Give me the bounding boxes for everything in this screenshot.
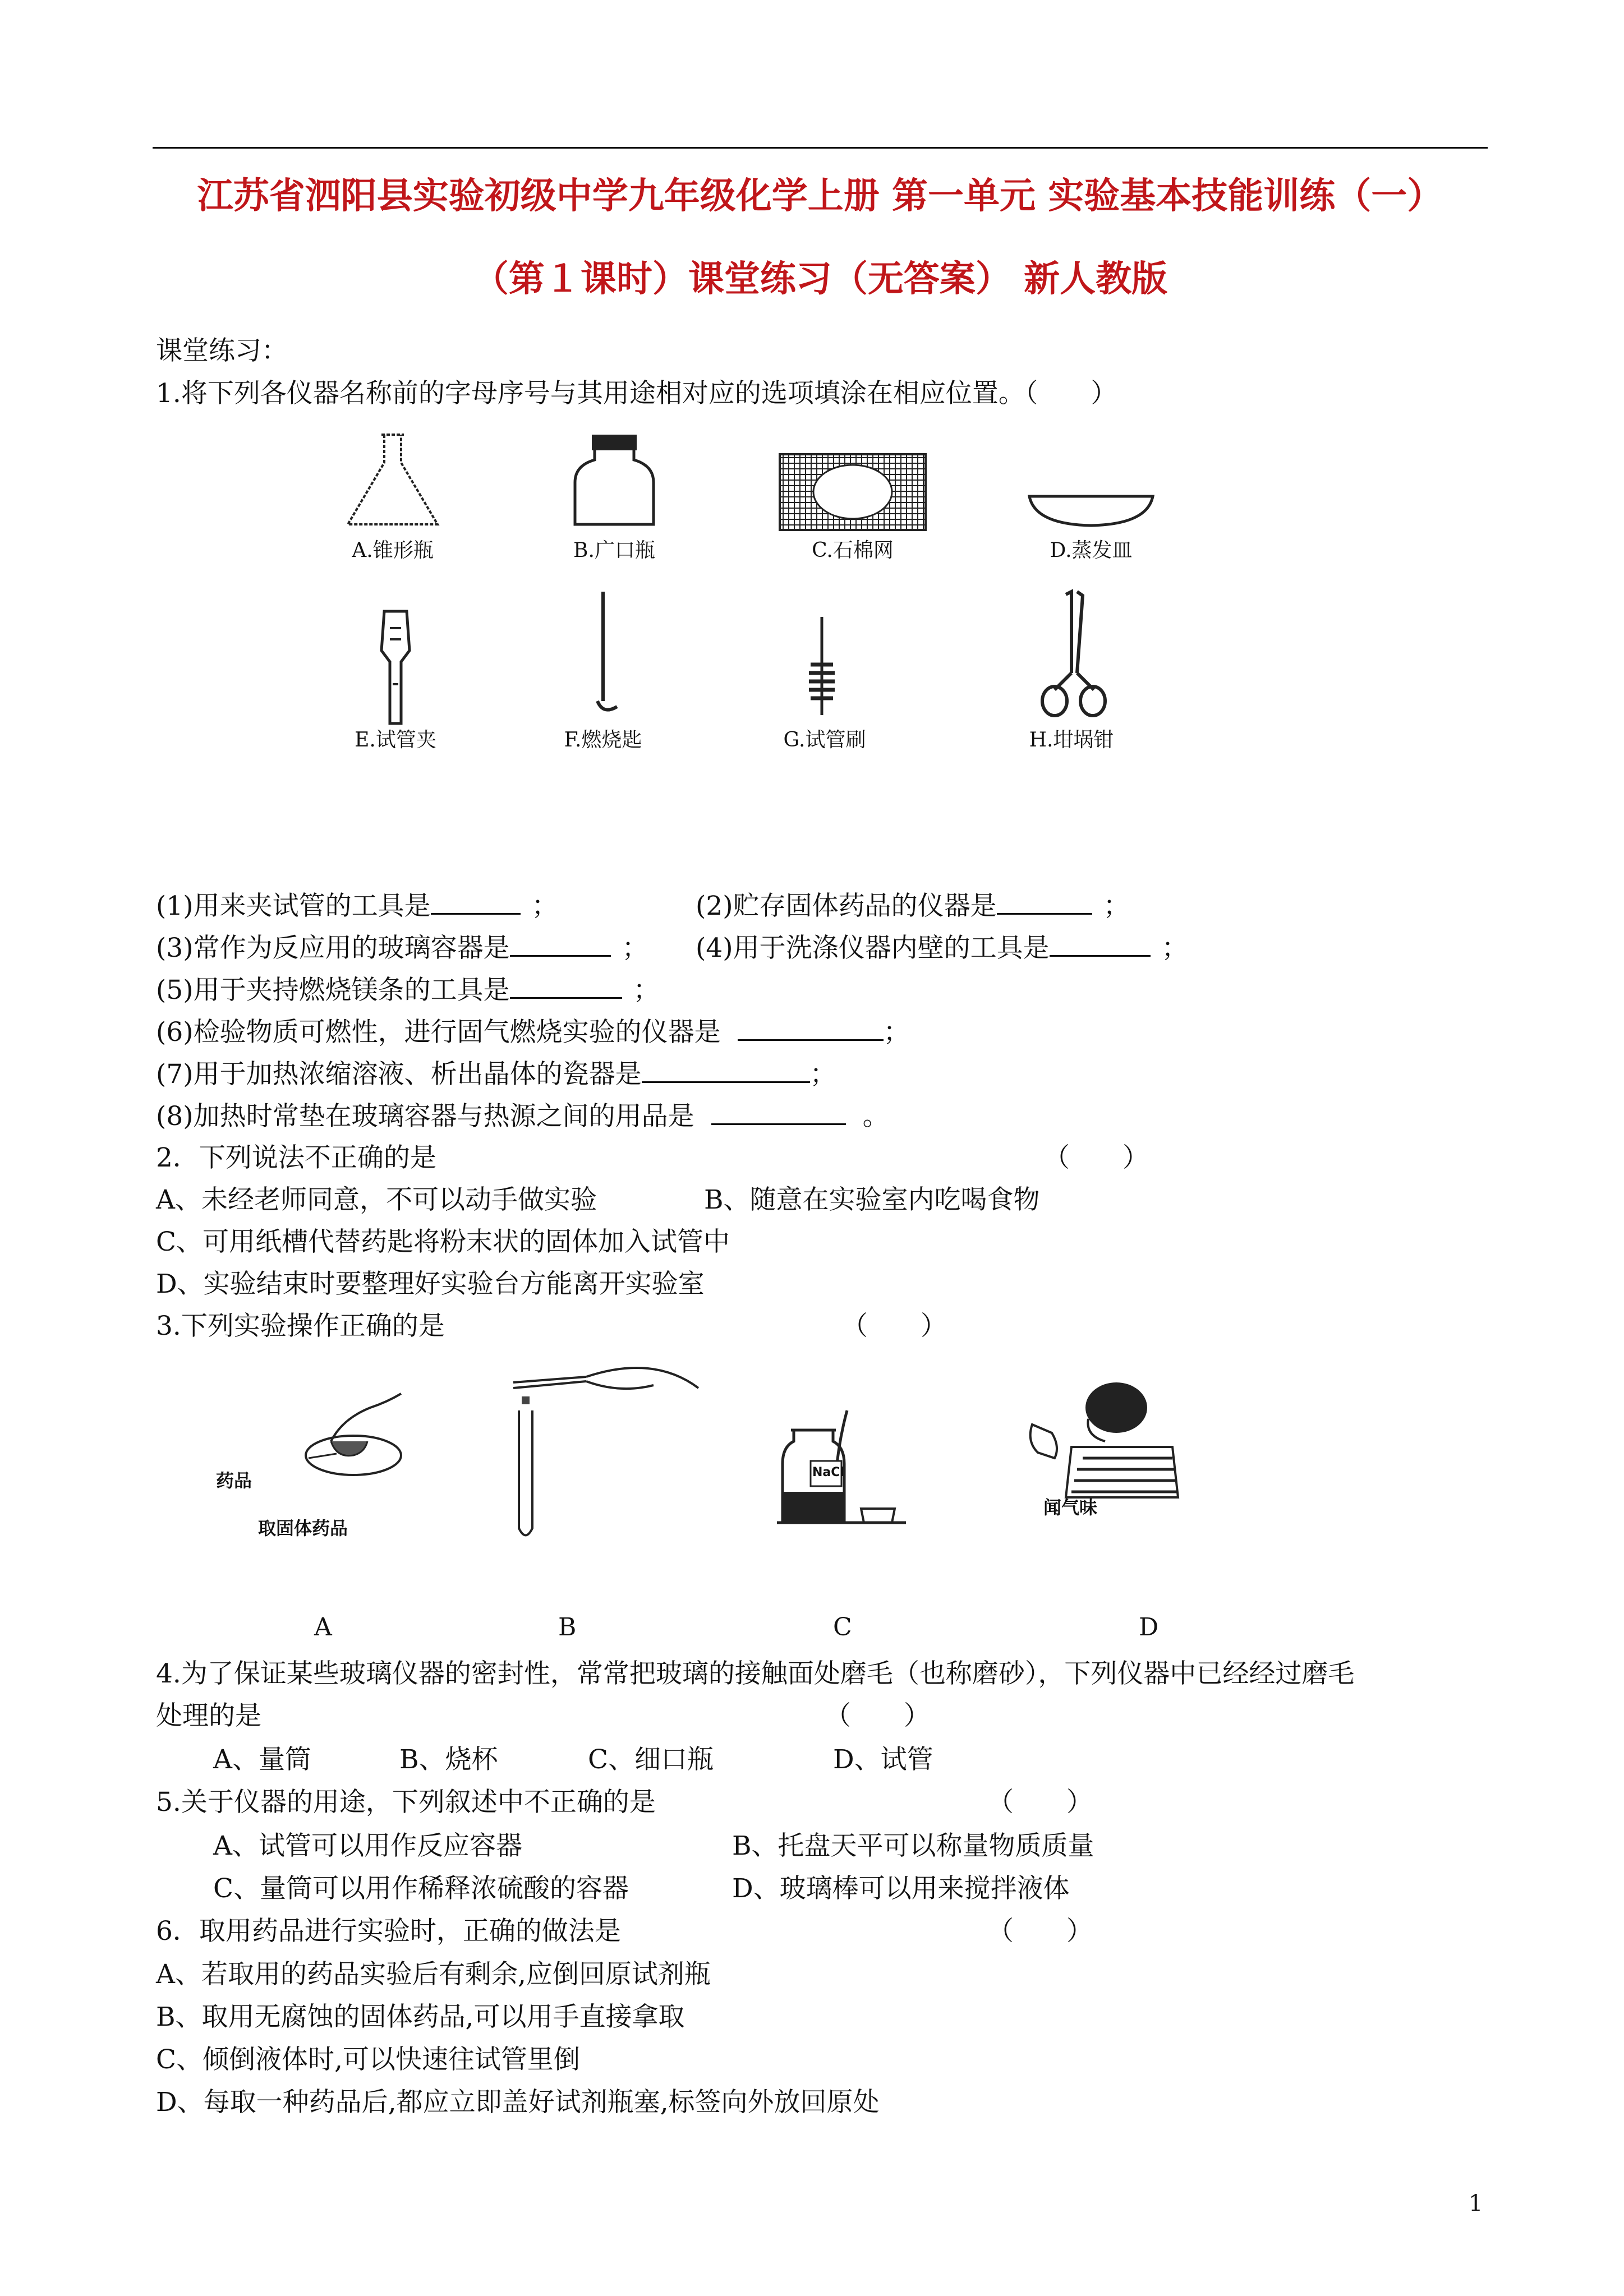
q6-answer-paren[interactable]: （ ） (987, 1916, 1093, 1947)
q4-option-c: C、细口瓶 (588, 1744, 714, 1775)
instrument-caption-d: D.蒸发皿 (1050, 539, 1133, 562)
q1-item-2: (2)贮存固体药品的仪器是 (696, 891, 997, 921)
q3-fig-d-caption: 闻气味 (1043, 1497, 1098, 1518)
q1-blank-3[interactable] (510, 929, 611, 957)
q4-option-b: B、烧杯 (399, 1744, 498, 1775)
q1-item-row-1: (1)用来夹试管的工具是 ； (156, 887, 558, 923)
q6-option-d: D、每取一种药品后,都应立即盖好试剂瓶塞,标签向外放回原处 (156, 2087, 880, 2118)
q1-blank-5[interactable] (510, 971, 622, 999)
conical-flask-icon (337, 432, 449, 533)
wide-mouth-bottle-icon (567, 432, 662, 533)
q2-answer-paren[interactable]: （ ） (1043, 1142, 1149, 1173)
q1-blank-1[interactable] (431, 887, 521, 915)
hand-taking-solid-icon (275, 1391, 404, 1481)
q1-item-3: (3)常作为反应用的玻璃容器是 (156, 933, 510, 963)
q6-option-a: A、若取用的药品实验后有剩余,应倒回原试剂瓶 (156, 1959, 711, 1990)
q1-blank-6[interactable] (738, 1013, 884, 1041)
q3-letter-d: D (1139, 1613, 1159, 1642)
q2-stem: 2．下列说法不正确的是 (156, 1142, 436, 1173)
combustion-spoon-icon (589, 589, 628, 718)
q1-item-6: (6)检验物质可燃性，进行固气燃烧实验的仪器是 (156, 1017, 721, 1048)
q1-item-7: (7)用于加热浓缩溶液、析出晶体的瓷器是 (156, 1059, 642, 1090)
q5-stem: 5.关于仪器的用途，下列叙述中不正确的是 (156, 1787, 656, 1818)
q1-item-1: (1)用来夹试管的工具是 (156, 891, 431, 921)
q1-item-row-4: (6)检验物质可燃性，进行固气燃烧实验的仪器是 ； (156, 1013, 910, 1049)
q3-stem: 3.下列实验操作正确的是 (156, 1311, 445, 1341)
page-title-line1: 江苏省泗阳县实验初级中学九年级化学上册 第一单元 实验基本技能训练（一） (197, 175, 1443, 217)
evaporating-dish-icon (1027, 491, 1156, 530)
q1-blank-4[interactable] (1050, 929, 1151, 957)
q3-letter-a: A (314, 1613, 332, 1642)
instrument-caption-e: E.试管夹 (355, 729, 436, 751)
q4-answer-paren[interactable]: （ ） (825, 1700, 930, 1731)
q1-item-row-5: (7)用于加热浓缩溶液、析出晶体的瓷器是 ； (156, 1055, 836, 1091)
q5-option-a: A、试管可以用作反应容器 (213, 1831, 522, 1861)
q5-option-d: D、玻璃棒可以用来搅拌液体 (732, 1873, 1070, 1904)
q3-fig-c-nacl-label: NaCl (812, 1465, 844, 1479)
q4-stem-line1: 4.为了保证某些玻璃仪器的密封性，常常把玻璃的接触面处磨毛（也称磨砂），下列仪器中已经经过磨毛 (156, 1658, 1355, 1689)
q3-answer-paren[interactable]: （ ） (841, 1311, 947, 1341)
header-rule (153, 147, 1488, 149)
q2-option-a: A、未经老师同意，不可以动手做实验 (156, 1184, 597, 1215)
q1-blank-8[interactable] (711, 1098, 846, 1125)
test-tube-holder-icon (370, 606, 421, 729)
q1-item-row-3: (5)用于夹持燃烧镁条的工具是 ； (156, 971, 660, 1007)
test-tube-brush-icon (802, 614, 841, 721)
q3-fig-a-label-drug: 药品 (216, 1470, 252, 1491)
instrument-caption-c: C.石棉网 (812, 539, 894, 562)
asbestos-gauze-icon (777, 451, 928, 533)
q2-option-d: D、实验结束时要整理好实验台方能离开实验室 (156, 1269, 705, 1299)
q1-item-4: (4)用于洗涤仪器内壁的工具是 (696, 933, 1050, 963)
q1-item-row-2b: (4)用于洗涤仪器内壁的工具是 ； (696, 929, 1188, 965)
instrument-caption-f: F.燃烧匙 (564, 729, 642, 751)
q1-blank-7[interactable] (642, 1055, 810, 1083)
instrument-caption-h: H.坩埚钳 (1029, 729, 1114, 751)
instrument-caption-b: B.广口瓶 (573, 539, 655, 562)
q1-blank-2[interactable] (997, 887, 1092, 915)
q3-fig-a-caption: 取固体药品 (258, 1518, 348, 1539)
q5-option-b: B、托盘天平可以称量物质质量 (732, 1831, 1094, 1861)
q5-option-c: C、量筒可以用作稀释浓硫酸的容器 (213, 1873, 629, 1904)
smelling-person-icon (1021, 1380, 1184, 1500)
tweezers-test-tube-icon (508, 1354, 701, 1545)
section-label: 课堂练习： (156, 335, 288, 366)
q1-item-row-1b: (2)贮存固体药品的仪器是 ； (696, 887, 1130, 923)
q1-item-row-6: (8)加热时常垫在玻璃容器与热源之间的用品是 。 (156, 1098, 889, 1133)
q5-answer-paren[interactable]: （ ） (987, 1787, 1093, 1818)
q6-option-b: B、取用无腐蚀的固体药品,可以用手直接拿取 (156, 2002, 685, 2032)
instrument-caption-a: A.锥形瓶 (352, 539, 434, 562)
q6-stem: 6．取用药品进行实验时，正确的做法是 (156, 1916, 621, 1947)
q4-option-a: A、量筒 (213, 1744, 311, 1775)
q3-letter-c: C (833, 1613, 852, 1642)
q1-item-8: (8)加热时常垫在玻璃容器与热源之间的用品是 (156, 1101, 694, 1132)
q1-stem: 1.将下列各仪器名称前的字母序号与其用途相对应的选项填涂在相应位置。（ ） (156, 378, 1117, 409)
instrument-caption-g: G.试管刷 (783, 729, 866, 751)
q4-stem-line2: 处理的是 (156, 1700, 261, 1731)
crucible-tongs-icon (1032, 589, 1111, 723)
page-title-line2: （第１课时）课堂练习（无答案） 新人教版 (472, 258, 1168, 300)
q1-item-row-2: (3)常作为反应用的玻璃容器是 ； (156, 929, 648, 965)
reagent-bottle-icon (777, 1408, 912, 1531)
q3-letter-b: B (558, 1613, 577, 1642)
q4-option-d: D、试管 (833, 1744, 933, 1775)
q2-option-b: B、随意在实验室内吃喝食物 (704, 1184, 1040, 1215)
page-number: 1 (1469, 2191, 1483, 2216)
q6-option-c: C、倾倒液体时,可以快速往试管里倒 (156, 2044, 580, 2075)
q2-option-c: C、可用纸槽代替药匙将粉末状的固体加入试管中 (156, 1227, 730, 1257)
q1-item-5: (5)用于夹持燃烧镁条的工具是 (156, 975, 510, 1006)
